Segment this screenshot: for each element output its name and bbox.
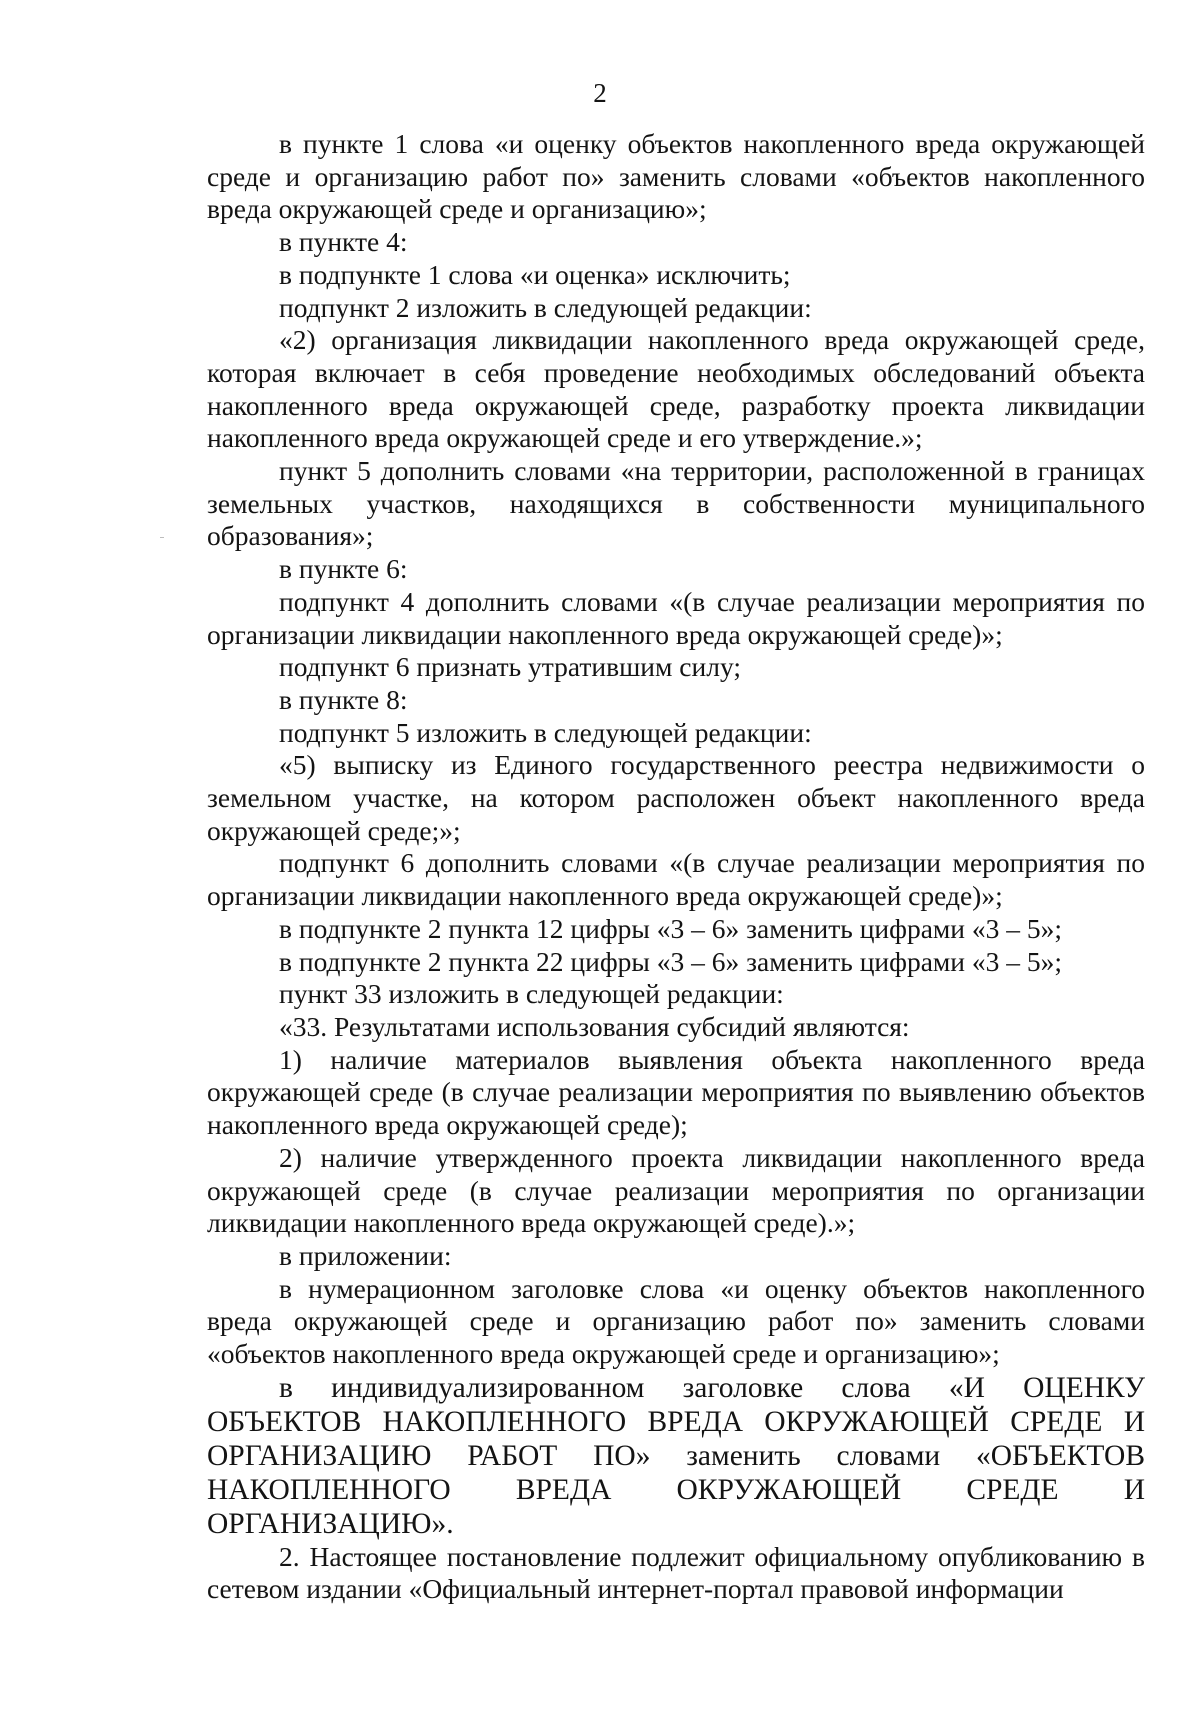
paragraph: 2. Настоящее постановление подлежит официальному опубликованию в сетевом издании «Официальный интернет-портал правовой информации [207,1540,1145,1605]
page-number: 2 [593,78,607,108]
paragraph: пункт 5 дополнить словами «на территории, расположенной в границах земельных участков, находящихся в собственности муниципального образования»; [207,455,1145,552]
paragraph: в подпункте 1 слова «и оценка» исключить; [279,258,791,290]
document-body [207,128,1145,1606]
paragraph: в пункте 6: [279,553,408,585]
paragraph-uppercase-title-change: в индивидуализированном заголовке слова «И ОЦЕНКУ ОБЪЕКТОВ НАКОПЛЕННОГО ВРЕДА ОКРУЖАЮЩЕЙ СРЕДЕ И ОРГАНИЗАЦИЮ РАБОТ ПО» заменить словами «ОБЪЕКТОВ НАКОПЛЕННОГО ВРЕДА ОКРУЖАЮЩЕЙ СРЕДЕ И ОРГАНИЗАЦИЮ». [207,1371,1145,1540]
paragraph: в пункте 8: [279,683,408,715]
paragraph: в подпункте 2 пункта 12 цифры «3 – 6» заменить цифрами «3 – 5»; [279,912,1063,944]
paragraph: подпункт 5 изложить в следующей редакции: [279,716,812,748]
paragraph: в приложении: [279,1239,452,1271]
paragraph: подпункт 6 дополнить словами «(в случае реализации мероприятия по организации ликвидации накопленного вреда окружающей среде)»; [207,847,1145,912]
paragraph: в подпункте 2 пункта 22 цифры «3 – 6» заменить цифрами «3 – 5»; [279,945,1063,977]
paragraph: 1) наличие материалов выявления объекта накопленного вреда окружающей среде (в случае реализации мероприятия по выявлению объектов накопленного вреда окружающей среде); [207,1043,1145,1141]
paragraph: «33. Результатами использования субсидий являются: [279,1010,910,1042]
paragraph: подпункт 2 изложить в следующей редакции: [279,291,812,323]
paragraph: в пункте 1 слова «и оценку объектов накопленного вреда окружающей среде и организацию работ по» заменить словами «объектов накопленного вреда окружающей среде и организацию»; [207,128,1145,225]
paragraph: в пункте 4: [279,226,408,258]
paragraph: подпункт 6 признать утратившим силу; [279,651,741,683]
paragraph: пункт 33 изложить в следующей редакции: [279,978,784,1010]
paragraph: 2) наличие утвержденного проекта ликвидации накопленного вреда окружающей среде (в случае реализации мероприятия по организации ликвидации накопленного вреда окружающей среде).»; [207,1141,1145,1239]
scan-speck [160,537,164,538]
paragraph: «5) выписку из Единого государственного реестра недвижимости о земельном участке, на котором расположен объект накопленного вреда окружающей среде;»; [207,749,1145,846]
paragraph: «2) организация ликвидации накопленного вреда окружающей среде, которая включает в себя проведение необходимых обследований объекта накопленного вреда окружающей среде, разработку проекта ликвидации накопленного вреда окружающей среде и его утверждение.»; [207,324,1145,454]
paragraph: подпункт 4 дополнить словами «(в случае реализации мероприятия по организации ликвидации накопленного вреда окружающей среде)»; [207,585,1145,650]
paragraph: в нумерационном заголовке слова «и оценку объектов накопленного вреда окружающей среде и организацию работ по» заменить словами «объектов накопленного вреда окружающей среде и организацию»; [207,1272,1145,1370]
